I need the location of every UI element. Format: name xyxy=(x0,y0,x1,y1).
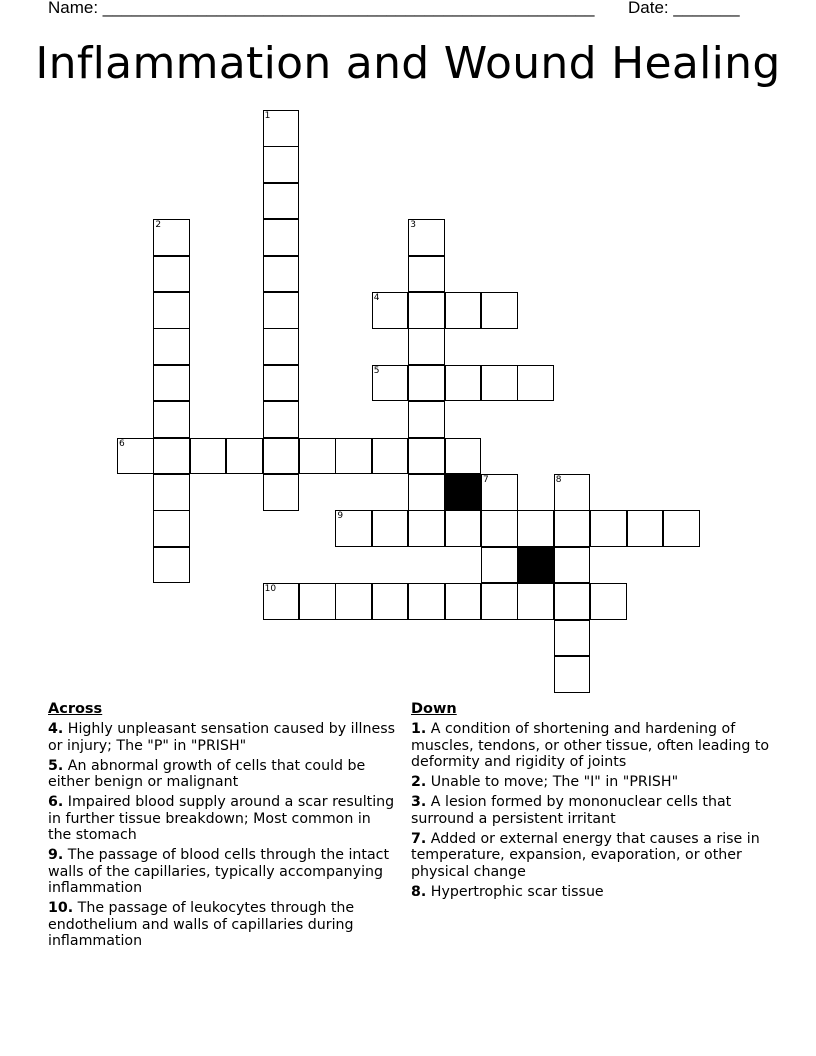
clue-text: Impaired blood supply around a scar resulting in further tissue breakdown; Most common in the stomach xyxy=(48,794,395,844)
clue-text: Hypertrophic scar tissue xyxy=(430,883,604,900)
grid-cell[interactable] xyxy=(372,292,409,329)
clue-number: 4. xyxy=(48,721,64,738)
blocked-cell xyxy=(517,547,554,584)
grid-cell[interactable] xyxy=(481,474,518,511)
grid-cell[interactable] xyxy=(153,219,190,256)
grid-cell[interactable] xyxy=(517,583,554,620)
grid-cell[interactable] xyxy=(481,365,518,402)
grid-cell[interactable] xyxy=(153,474,190,511)
grid-cell[interactable] xyxy=(153,292,190,329)
down-clue xyxy=(411,794,783,827)
blocked-cell xyxy=(445,474,482,511)
grid-cell[interactable] xyxy=(263,583,300,620)
grid-cell[interactable] xyxy=(554,547,591,584)
grid-cell[interactable] xyxy=(554,620,591,657)
grid-cell[interactable] xyxy=(481,510,518,547)
grid-cell[interactable] xyxy=(263,401,300,438)
cell-number: 5 xyxy=(373,365,380,376)
clue-text: The passage of blood cells through the intact walls of the capillaries, typically accompanying inflammation xyxy=(48,847,390,896)
down-clue xyxy=(411,774,783,790)
grid-cell[interactable] xyxy=(372,510,409,547)
across-clue xyxy=(48,721,398,754)
grid-cell[interactable] xyxy=(153,510,190,547)
clue-number: 10. xyxy=(48,900,74,917)
clue-number: 1. xyxy=(411,721,427,738)
page-title: Inflammation and Wound Healing xyxy=(35,38,781,89)
grid-cell[interactable] xyxy=(627,510,664,547)
grid-cell[interactable] xyxy=(481,547,518,584)
grid-cell[interactable] xyxy=(263,256,300,293)
grid-cell[interactable] xyxy=(263,474,300,511)
clue-number: 9. xyxy=(48,847,64,864)
clue-text: Added or external energy that causes a rise in temperature, expansion, evaporation, or other physical change xyxy=(411,831,760,880)
cell-number: 10 xyxy=(264,584,277,595)
grid-cell[interactable] xyxy=(481,583,518,620)
date-field[interactable]: Date: _______ xyxy=(628,0,740,17)
grid-cell[interactable] xyxy=(554,656,591,693)
grid-cell[interactable] xyxy=(554,474,591,511)
grid-cell[interactable] xyxy=(335,510,372,547)
cell-number: 9 xyxy=(337,511,344,522)
grid-cell[interactable] xyxy=(590,510,627,547)
grid-cell[interactable] xyxy=(263,219,300,256)
clue-text: A condition of shortening and hardening of muscles, tendons, or other tissue, often leading to deformity and rigidity of joints xyxy=(411,721,770,770)
across-heading: Across xyxy=(48,701,103,717)
down-heading: Down xyxy=(411,701,457,717)
grid-cell[interactable] xyxy=(517,510,554,547)
cell-number: 7 xyxy=(483,475,489,485)
cell-number: 8 xyxy=(555,475,562,485)
clue-text: The passage of leukocytes through the endothelium and walls of capillaries during inflammation xyxy=(48,900,355,949)
grid-cell[interactable] xyxy=(590,583,627,620)
grid-cell[interactable] xyxy=(263,292,300,329)
grid-cell[interactable] xyxy=(408,583,445,620)
across-clue xyxy=(48,758,398,791)
clue-text: A lesion formed by mononuclear cells that surround a persistent irritant xyxy=(411,794,732,827)
grid-cell[interactable] xyxy=(153,547,190,584)
across-clue-list xyxy=(48,721,398,949)
grid-cell[interactable] xyxy=(153,256,190,293)
grid-cell[interactable] xyxy=(153,438,190,475)
grid-cell[interactable] xyxy=(117,438,154,475)
grid-cell[interactable] xyxy=(263,328,300,365)
grid-cell[interactable] xyxy=(335,438,372,475)
grid-cell[interactable] xyxy=(517,365,554,402)
grid-cell[interactable] xyxy=(445,438,482,475)
cell-number: 4 xyxy=(373,293,380,303)
grid-cell[interactable] xyxy=(408,510,445,547)
down-clue-list xyxy=(411,721,783,900)
grid-cell[interactable] xyxy=(554,583,591,620)
down-clues xyxy=(411,701,783,904)
grid-cell[interactable] xyxy=(408,401,445,438)
grid-cell[interactable] xyxy=(408,219,445,256)
grid-cell[interactable] xyxy=(372,438,409,475)
clue-text: An abnormal growth of cells that could be either benign or malignant xyxy=(48,757,366,791)
grid-cell[interactable] xyxy=(554,510,591,547)
grid-cell[interactable] xyxy=(263,183,300,220)
cell-number: 6 xyxy=(119,438,125,449)
cell-number: 1 xyxy=(264,111,271,121)
grid-cell[interactable] xyxy=(408,438,445,475)
grid-cell[interactable] xyxy=(263,146,300,183)
grid-cell[interactable] xyxy=(408,365,445,402)
grid-cell[interactable] xyxy=(153,328,190,365)
clue-number: 5. xyxy=(48,757,64,774)
grid-cell[interactable] xyxy=(481,292,518,329)
grid-cell[interactable] xyxy=(263,438,300,475)
grid-cell[interactable] xyxy=(335,583,372,620)
grid-cell[interactable] xyxy=(445,292,482,329)
grid-cell[interactable] xyxy=(299,438,336,475)
across-clue xyxy=(48,900,398,949)
grid-cell[interactable] xyxy=(372,583,409,620)
grid-cell[interactable] xyxy=(408,328,445,365)
down-clue xyxy=(411,884,783,900)
grid-cell[interactable] xyxy=(299,583,336,620)
across-clue xyxy=(48,794,398,843)
grid-cell[interactable] xyxy=(408,474,445,511)
grid-cell[interactable] xyxy=(663,510,700,547)
across-clues xyxy=(48,701,398,953)
cell-number: 2 xyxy=(155,220,162,231)
clue-number: 6. xyxy=(48,794,64,811)
grid-cell[interactable] xyxy=(445,365,482,402)
name-field[interactable]: Name: ____________________________________________________ xyxy=(48,0,595,17)
grid-cell[interactable] xyxy=(153,365,190,402)
across-clue xyxy=(48,847,398,896)
clue-number: 7. xyxy=(411,831,427,848)
clue-text: Unable to move; The "I" in "PRISH" xyxy=(430,774,679,791)
grid-cell[interactable] xyxy=(408,256,445,293)
cell-number: 3 xyxy=(410,220,416,231)
grid-cell[interactable] xyxy=(408,292,445,329)
clue-text: Highly unpleasant sensation caused by illness or injury; The "P" in "PRISH" xyxy=(48,721,395,754)
grid-cell[interactable] xyxy=(445,510,482,547)
clue-number: 3. xyxy=(411,794,427,811)
grid-cell[interactable] xyxy=(190,438,227,475)
grid-cell[interactable] xyxy=(372,365,409,402)
grid-cell[interactable] xyxy=(226,438,263,475)
grid-cell[interactable] xyxy=(263,365,300,402)
clue-number: 2. xyxy=(411,774,427,791)
clue-number: 8. xyxy=(411,883,427,900)
grid-cell[interactable] xyxy=(445,583,482,620)
down-clue xyxy=(411,831,783,880)
grid-cell[interactable] xyxy=(153,401,190,438)
down-clue xyxy=(411,721,783,770)
grid-cell[interactable] xyxy=(263,110,300,147)
